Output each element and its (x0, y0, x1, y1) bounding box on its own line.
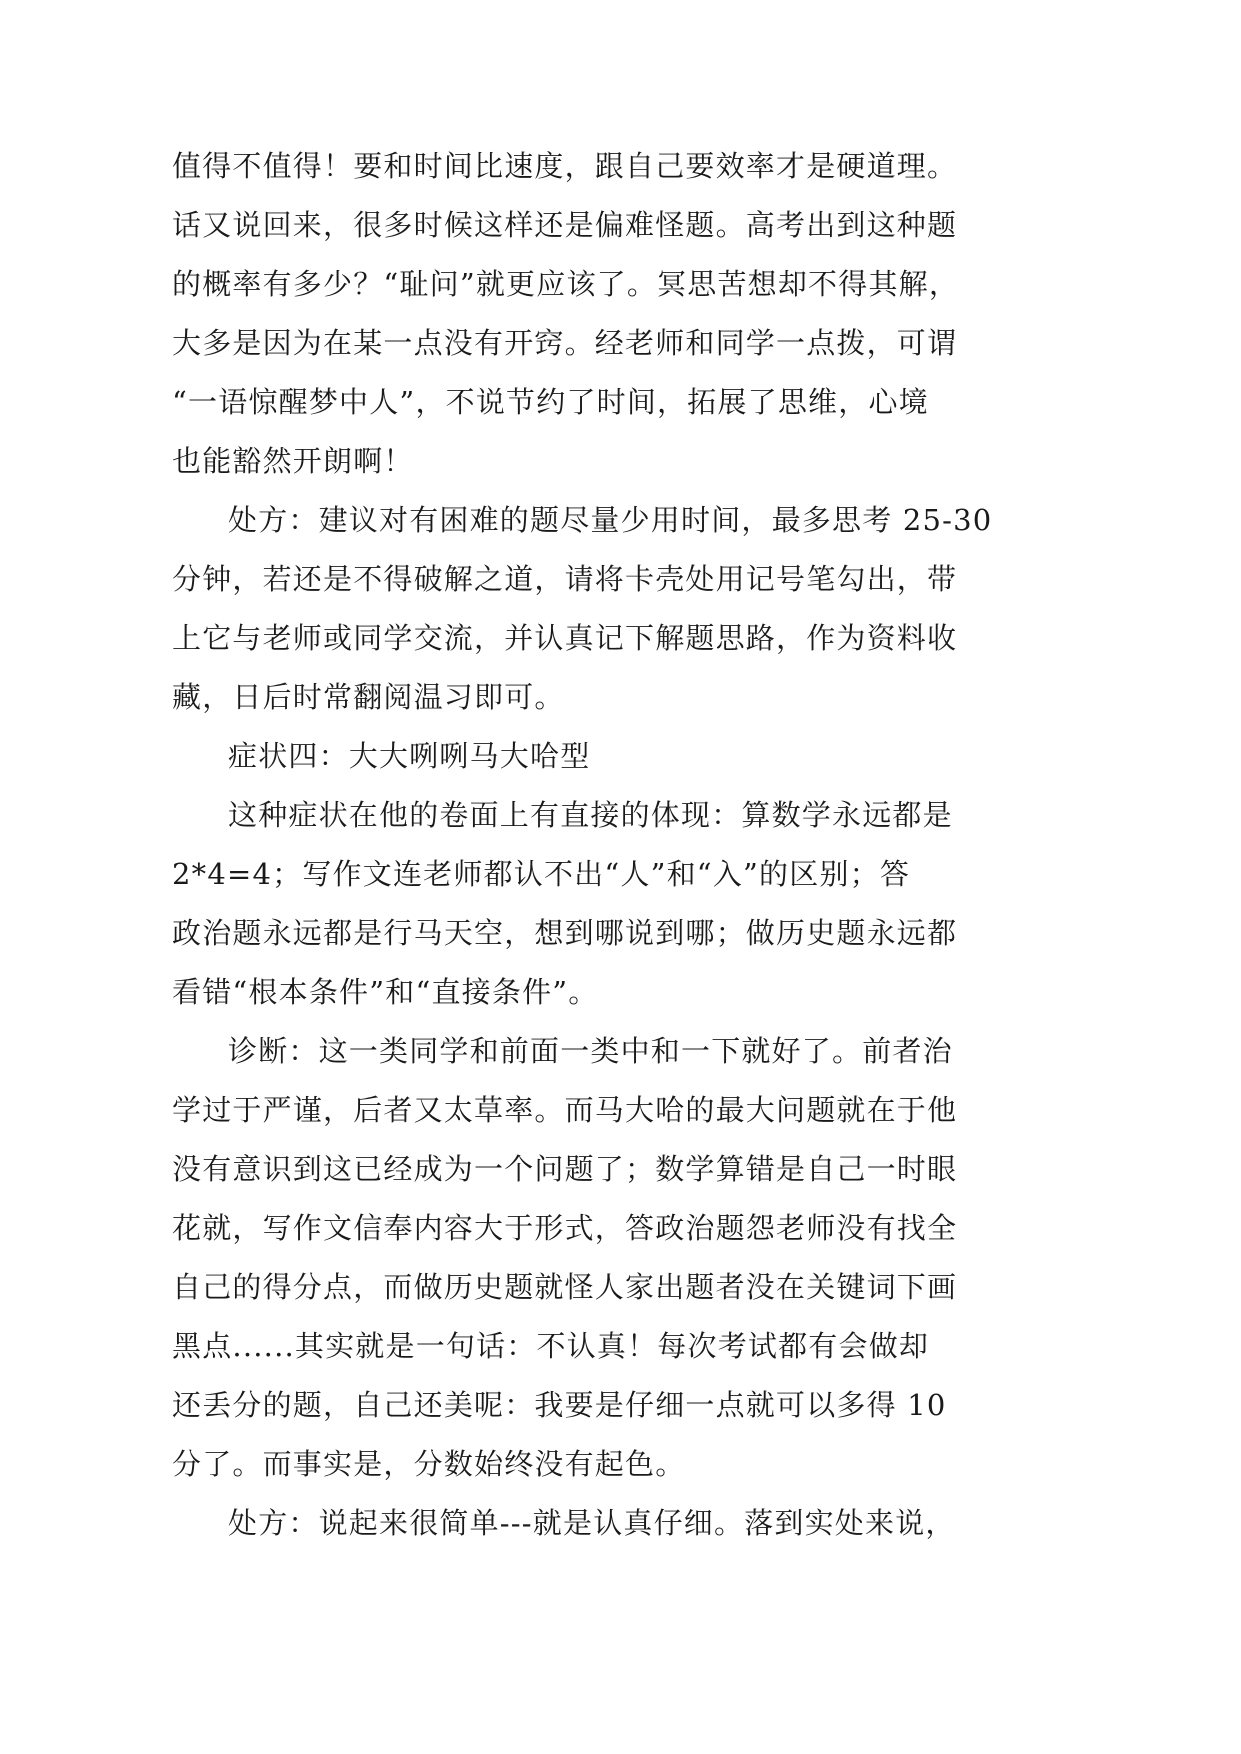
text-line: 的概率有多少？“耻问”就更应该了。冥思苦想却不得其解， (172, 267, 960, 301)
section-heading: 症状四：大大咧咧马大哈型 (228, 739, 591, 773)
text-line: 藏，日后时常翻阅温习即可。 (172, 680, 565, 714)
text-line: 大多是因为在某一点没有开窍。经老师和同学一点拨，可谓 (172, 326, 958, 360)
text-line: 花就，写作文信奉内容大于形式，答政治题怨老师没有找全 (172, 1211, 958, 1245)
text-line: 这种症状在他的卷面上有直接的体现：算数学永远都是 (228, 798, 953, 832)
text-line: 没有意识到这已经成为一个问题了；数学算错是自己一时眼 (172, 1152, 958, 1186)
text-line: 分钟，若还是不得破解之道，请将卡壳处用记号笔勾出，带 (172, 562, 958, 596)
text-line: “一语惊醒梦中人”，不说节约了时间，拓展了思维，心境 (172, 385, 929, 419)
text-line: 处方：说起来很简单---就是认真仔细。落到实处来说， (228, 1506, 956, 1540)
text-line: 上它与老师或同学交流，并认真记下解题思路，作为资料收 (172, 621, 958, 655)
text-line: 看错“根本条件”和“直接条件”。 (172, 975, 599, 1009)
text-line: 2*4=4；写作文连老师都认不出“人”和“入”的区别；答 (172, 857, 911, 891)
text-line: 诊断：这一类同学和前面一类中和一下就好了。前者治 (228, 1034, 953, 1068)
text-line: 也能豁然开朗啊！ (172, 444, 414, 478)
text-line: 分了。而事实是，分数始终没有起色。 (172, 1447, 686, 1481)
text-line: 话又说回来，很多时候这样还是偏难怪题。高考出到这种题 (172, 208, 958, 242)
text-line: 政治题永远都是行马天空，想到哪说到哪；做历史题永远都 (172, 916, 958, 950)
text-line: 自己的得分点，而做历史题就怪人家出题者没在关键词下画 (172, 1270, 958, 1304)
text-line: 学过于严谨，后者又太草率。而马大哈的最大问题就在于他 (172, 1093, 958, 1127)
text-line: 处方：建议对有困难的题尽量少用时间，最多思考 25-30 (228, 503, 993, 537)
text-line: 还丢分的题，自己还美呢：我要是仔细一点就可以多得 10 (172, 1388, 947, 1422)
text-line: 黑点......其实就是一句话：不认真！每次考试都有会做却 (172, 1329, 930, 1363)
text-line: 值得不值得！要和时间比速度，跟自己要效率才是硬道理。 (172, 149, 958, 183)
